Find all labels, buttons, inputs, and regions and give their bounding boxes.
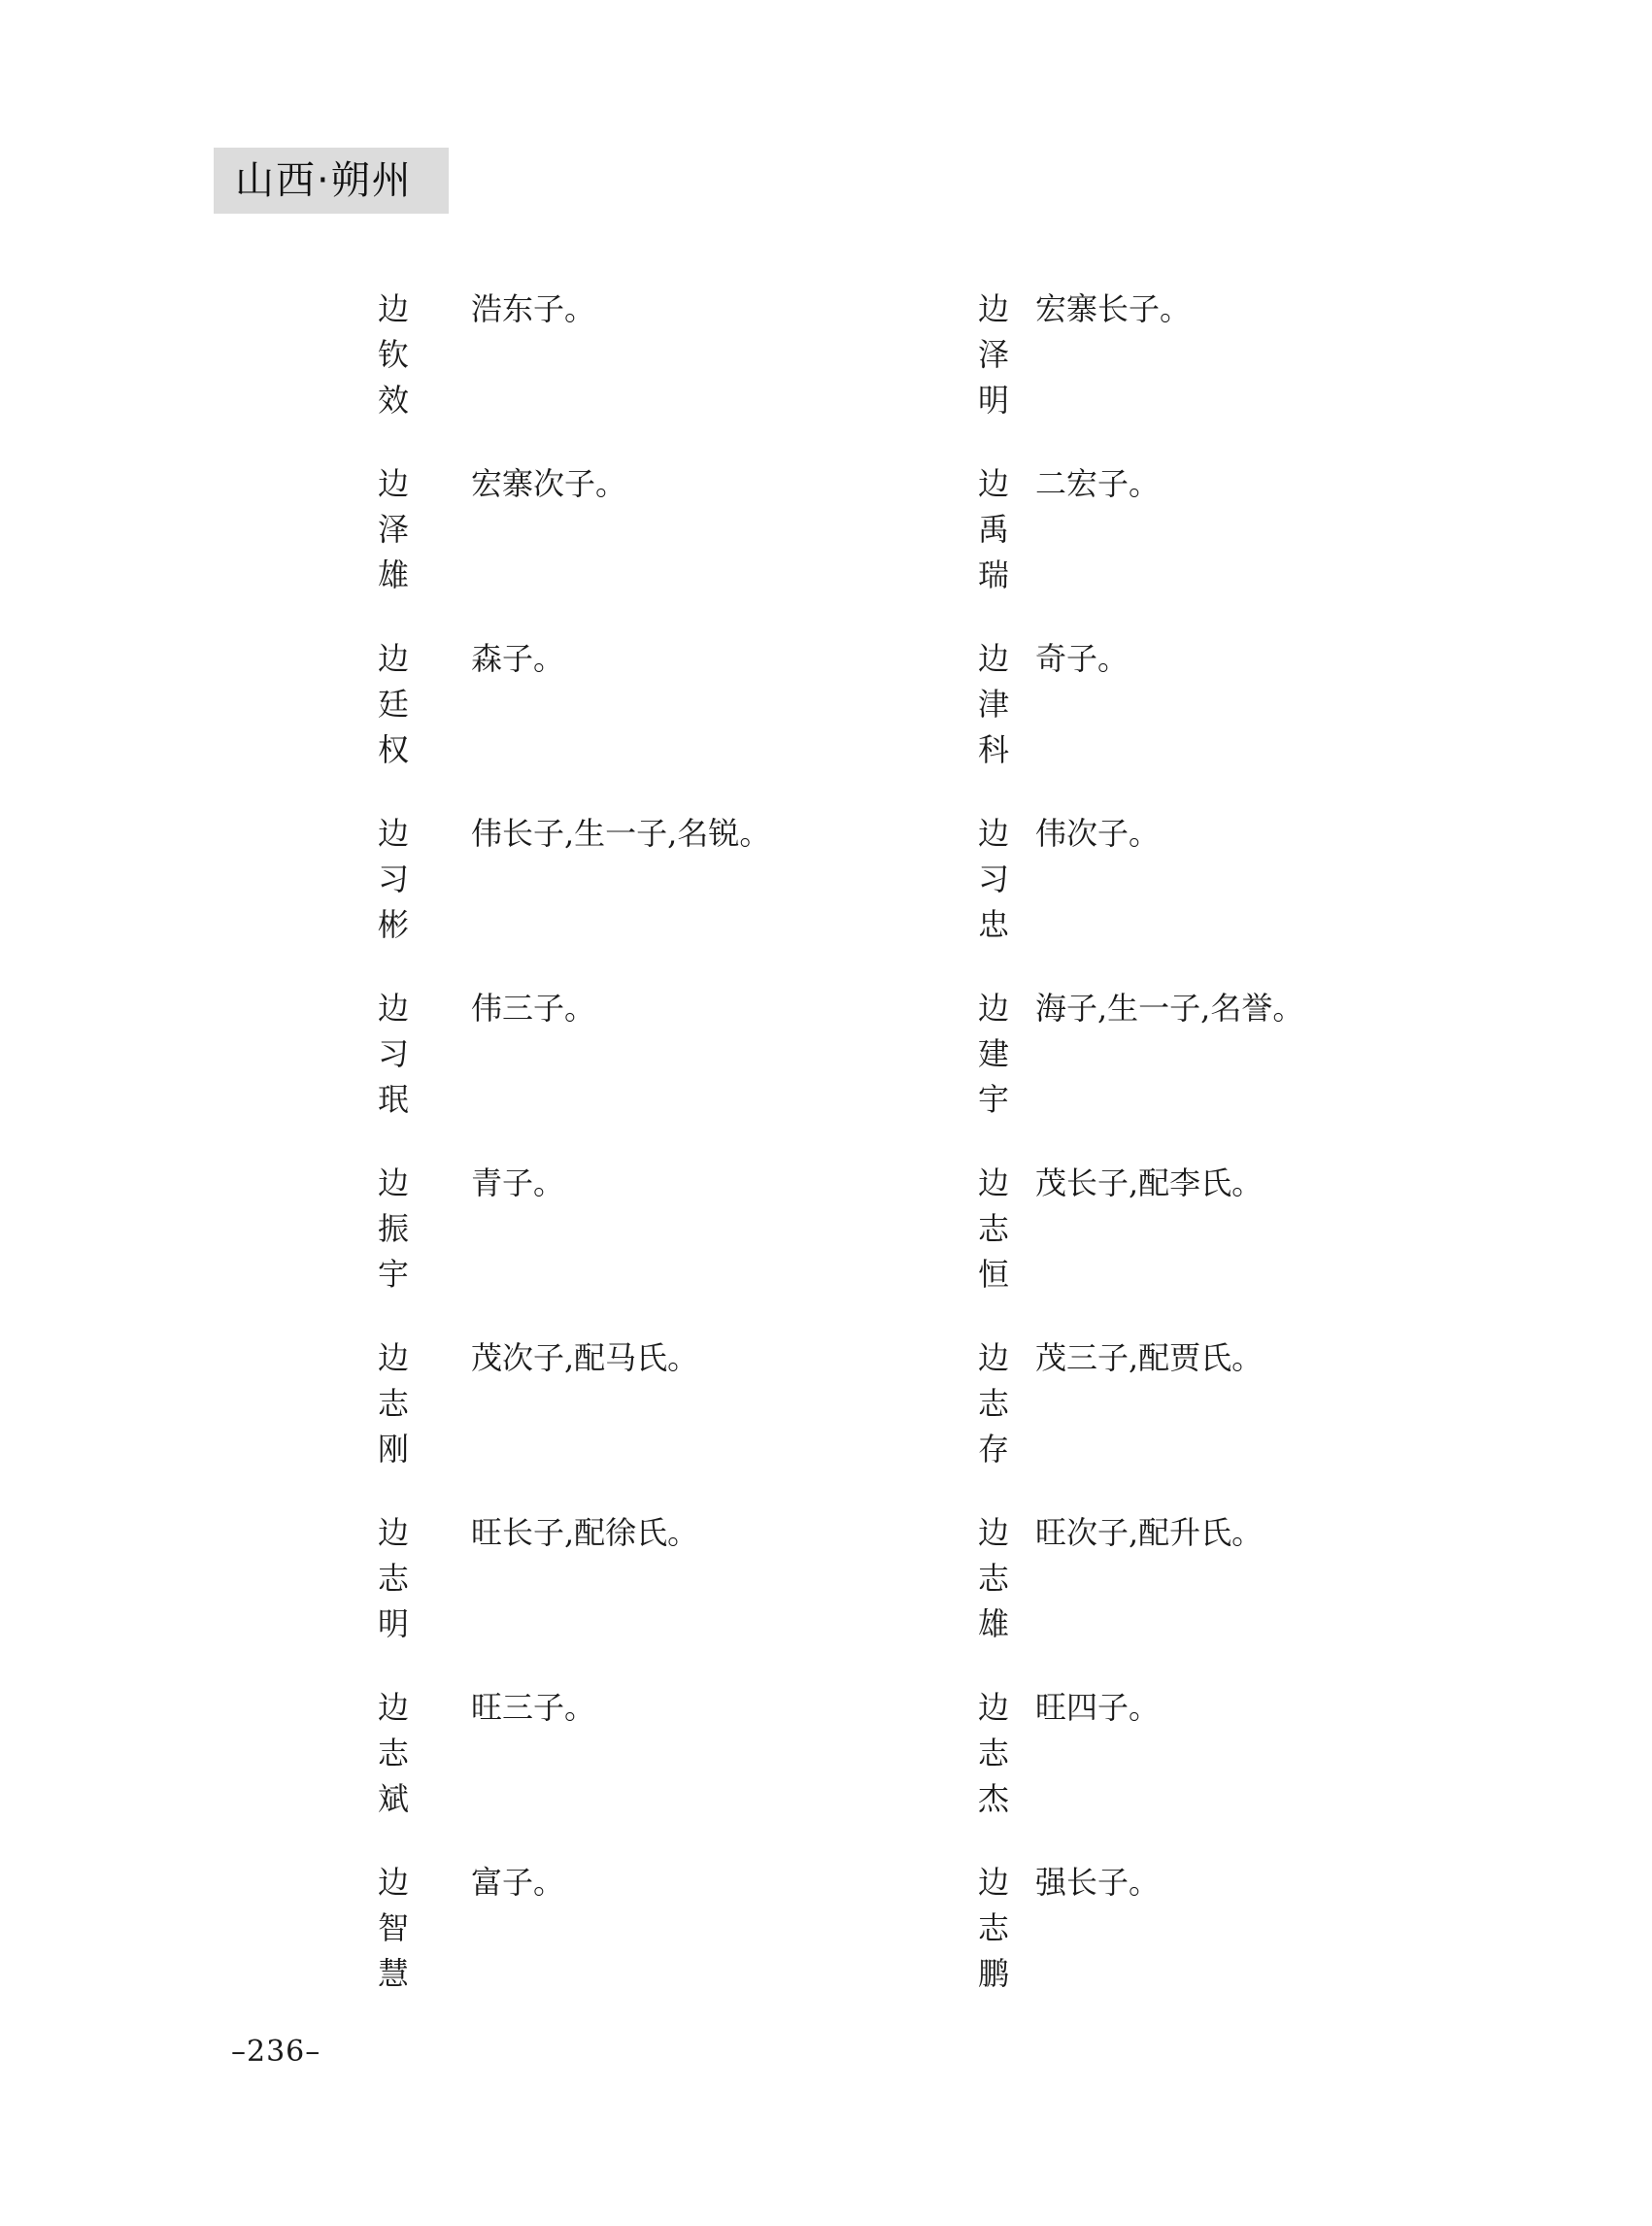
page-number: –236– — [231, 2035, 321, 2069]
name-character: 边 — [977, 815, 1009, 852]
name-character: 科 — [977, 731, 1009, 768]
name-character: 边 — [977, 1164, 1009, 1201]
person-description: 伟长子,生一子,名锐。 — [471, 815, 771, 852]
name-character: 边 — [377, 640, 409, 677]
person-name-vertical — [374, 811, 413, 948]
name-character: 边 — [377, 290, 409, 327]
name-character: 禹 — [977, 511, 1009, 548]
person-name-vertical — [374, 986, 413, 1123]
name-character: 慧 — [377, 1955, 409, 1992]
person-name-vertical — [974, 636, 1013, 773]
name-character: 志 — [377, 1560, 409, 1597]
person-description: 旺次子,配升氏。 — [1035, 1514, 1264, 1551]
name-character: 杰 — [977, 1780, 1009, 1817]
person-name-vertical — [374, 1685, 413, 1822]
name-character: 边 — [977, 1689, 1009, 1726]
name-character: 雄 — [377, 556, 409, 593]
name-character: 边 — [977, 465, 1009, 502]
name-character: 存 — [977, 1431, 1009, 1467]
name-character: 斌 — [377, 1780, 409, 1817]
person-description: 青子。 — [471, 1164, 565, 1201]
name-character: 边 — [377, 815, 409, 852]
person-name-vertical — [374, 1161, 413, 1298]
name-character: 恒 — [977, 1256, 1009, 1293]
person-name-vertical — [974, 1860, 1013, 1997]
person-description: 海子,生一子,名誉。 — [1035, 990, 1304, 1027]
person-name-vertical — [374, 1335, 413, 1472]
name-character: 津 — [977, 686, 1009, 723]
name-character: 习 — [377, 860, 409, 897]
person-name-vertical — [974, 1335, 1013, 1472]
person-description: 旺长子,配徐氏。 — [471, 1514, 699, 1551]
person-description: 茂次子,配马氏。 — [471, 1339, 699, 1376]
name-character: 刚 — [377, 1431, 409, 1467]
person-name-vertical — [374, 636, 413, 773]
person-description: 浩东子。 — [471, 290, 596, 327]
name-character: 志 — [377, 1735, 409, 1771]
name-character: 边 — [377, 1164, 409, 1201]
name-character: 廷 — [377, 686, 409, 723]
person-description: 强长子。 — [1035, 1864, 1161, 1901]
person-name-vertical — [974, 1685, 1013, 1822]
name-character: 边 — [977, 290, 1009, 327]
person-description: 茂三子,配贾氏。 — [1035, 1339, 1264, 1376]
name-character: 志 — [377, 1385, 409, 1422]
name-character: 边 — [377, 1864, 409, 1901]
name-character: 边 — [977, 1339, 1009, 1376]
person-description: 森子。 — [471, 640, 565, 677]
name-character: 志 — [977, 1385, 1009, 1422]
name-character: 珉 — [377, 1081, 409, 1118]
name-character: 钦 — [377, 336, 409, 373]
person-description: 旺四子。 — [1035, 1689, 1161, 1726]
person-description: 旺三子。 — [471, 1689, 596, 1726]
name-character: 边 — [377, 465, 409, 502]
name-character: 边 — [977, 1514, 1009, 1551]
person-description: 富子。 — [471, 1864, 565, 1901]
name-character: 明 — [977, 382, 1009, 419]
person-name-vertical — [374, 461, 413, 598]
person-name-vertical — [974, 1161, 1013, 1298]
name-character: 雄 — [977, 1605, 1009, 1642]
name-character: 志 — [977, 1909, 1009, 1946]
person-description: 伟三子。 — [471, 990, 596, 1027]
name-character: 边 — [977, 1864, 1009, 1901]
person-description: 奇子。 — [1035, 640, 1129, 677]
person-description: 伟次子。 — [1035, 815, 1161, 852]
name-character: 边 — [977, 640, 1009, 677]
name-character: 边 — [377, 1339, 409, 1376]
person-name-vertical — [974, 287, 1013, 423]
person-name-vertical — [374, 1510, 413, 1647]
person-name-vertical — [374, 287, 413, 423]
name-character: 宇 — [377, 1256, 409, 1293]
name-character: 振 — [377, 1210, 409, 1247]
person-description: 茂长子,配李氏。 — [1035, 1164, 1264, 1201]
person-name-vertical — [974, 986, 1013, 1123]
name-character: 权 — [377, 731, 409, 768]
name-character: 忠 — [977, 906, 1009, 943]
name-character: 志 — [977, 1735, 1009, 1771]
name-character: 建 — [977, 1035, 1009, 1072]
name-character: 边 — [977, 990, 1009, 1027]
name-character: 泽 — [377, 511, 409, 548]
name-character: 瑞 — [977, 556, 1009, 593]
person-name-vertical — [974, 811, 1013, 948]
person-name-vertical — [374, 1860, 413, 1997]
name-character: 习 — [977, 860, 1009, 897]
name-character: 彬 — [377, 906, 409, 943]
name-character: 鹏 — [977, 1955, 1009, 1992]
name-character: 智 — [377, 1909, 409, 1946]
name-character: 边 — [377, 1689, 409, 1726]
name-character: 志 — [977, 1210, 1009, 1247]
section-title: 山西·朔州 — [235, 158, 413, 203]
name-character: 边 — [377, 1514, 409, 1551]
person-description: 宏寨次子。 — [471, 465, 627, 502]
name-character: 宇 — [977, 1081, 1009, 1118]
name-character: 边 — [377, 990, 409, 1027]
name-character: 志 — [977, 1560, 1009, 1597]
person-name-vertical — [974, 461, 1013, 598]
name-character: 泽 — [977, 336, 1009, 373]
person-description: 宏寨长子。 — [1035, 290, 1192, 327]
person-name-vertical — [974, 1510, 1013, 1647]
name-character: 明 — [377, 1605, 409, 1642]
name-character: 效 — [377, 382, 409, 419]
name-character: 习 — [377, 1035, 409, 1072]
person-description: 二宏子。 — [1035, 465, 1161, 502]
